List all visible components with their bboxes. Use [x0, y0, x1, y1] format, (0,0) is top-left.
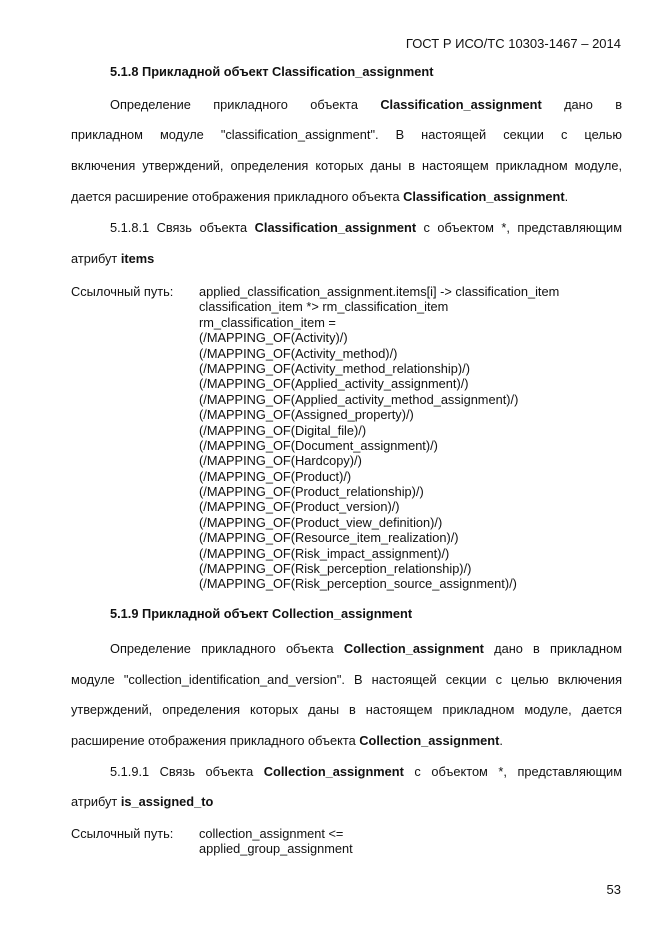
- paragraph-line: [71, 733, 503, 748]
- reference-path-label: Ссылочный путь:: [71, 826, 174, 841]
- entity-name: Classification_assignment: [403, 189, 565, 204]
- attribute-name: items: [120, 251, 155, 266]
- reference-path-line: (/MAPPING_OF(Product_view_definition)/): [199, 514, 443, 530]
- paragraph-line: утверждений, определения которых даны в настоящем прикладном модуле, дается: [71, 702, 622, 717]
- reference-path-line: (/MAPPING_OF(Risk_perception_relationship)/): [199, 561, 472, 577]
- reference-path-line: (/MAPPING_OF(Activity_method_relationship)/): [199, 360, 470, 376]
- text-span: 5.1.9.1 Связь объекта: [110, 764, 264, 779]
- paragraph-line: прикладном модуле "classification_assignment". В настоящей секции с целью: [71, 127, 622, 142]
- reference-path-line: (/MAPPING_OF(Digital_file)/): [199, 422, 367, 438]
- text-span: атрибут: [71, 794, 121, 809]
- text-span: дается расширение отображения прикладного объекта: [71, 189, 404, 204]
- reference-path-line: (/MAPPING_OF(Activity_method)/): [199, 345, 398, 361]
- reference-path-line: (/MAPPING_OF(Risk_perception_source_assignment)/): [199, 576, 517, 592]
- text-span: .: [499, 733, 503, 748]
- text-span: с объектом *, представляющим: [416, 220, 622, 235]
- text-span: атрибут: [71, 251, 121, 266]
- reference-path-label: Ссылочный путь:: [71, 284, 174, 299]
- paragraph-line: [110, 764, 622, 779]
- text-span: расширение отображения прикладного объекта: [71, 733, 360, 748]
- text-span: дано в прикладном: [483, 641, 623, 656]
- reference-path-line: (/MAPPING_OF(Assigned_property)/): [199, 407, 414, 423]
- paragraph-line: [71, 189, 568, 204]
- text-span: Определение прикладного объекта: [110, 641, 344, 656]
- text-span: Определение прикладного объекта: [110, 97, 381, 112]
- section-heading-5-1-8: 5.1.8 Прикладной объект Classification_assignment: [110, 64, 434, 79]
- paragraph-line: [110, 641, 622, 656]
- reference-path-line: (/MAPPING_OF(Applied_activity_method_assignment)/): [199, 391, 519, 407]
- text-span: с объектом *, представляющим: [403, 764, 622, 779]
- reference-path-line: (/MAPPING_OF(Resource_item_realization)/): [199, 530, 459, 546]
- entity-name: Classification_assignment: [380, 97, 542, 112]
- paragraph-line: [110, 97, 622, 112]
- reference-path-line: applied_group_assignment: [199, 841, 353, 857]
- entity-name: Classification_assignment: [254, 220, 417, 235]
- text-span: дано в: [541, 97, 622, 112]
- reference-path-line: (/MAPPING_OF(Product_version)/): [199, 499, 400, 515]
- reference-path-block: [199, 826, 353, 857]
- text-span: 5.1.8.1 Связь объекта: [110, 220, 255, 235]
- paragraph-line: [71, 794, 213, 809]
- reference-path-line: (/MAPPING_OF(Activity)/): [199, 330, 348, 346]
- reference-path-line: (/MAPPING_OF(Product)/): [199, 468, 352, 484]
- attribute-name: is_assigned_to: [120, 794, 214, 809]
- entity-name: Collection_assignment: [263, 764, 404, 779]
- text-span: .: [564, 189, 569, 204]
- entity-name: Collection_assignment: [343, 641, 484, 656]
- reference-path-line: (/MAPPING_OF(Product_relationship)/): [199, 484, 424, 500]
- reference-path-line: (/MAPPING_OF(Hardcopy)/): [199, 453, 362, 469]
- reference-path-block: [199, 284, 559, 592]
- document-header: ГОСТ Р ИСО/ТС 10303-1467 – 2014: [405, 36, 621, 51]
- reference-path-line: classification_item *> rm_classification_item: [199, 299, 449, 315]
- paragraph-line: включения утверждений, определения которых даны в настоящем прикладном модуле,: [71, 158, 622, 173]
- paragraph-line: [110, 220, 622, 235]
- reference-path-line: (/MAPPING_OF(Applied_activity_assignment)/): [199, 376, 469, 392]
- reference-path-line: (/MAPPING_OF(Risk_impact_assignment)/): [199, 545, 450, 561]
- reference-path-line: (/MAPPING_OF(Document_assignment)/): [199, 437, 438, 453]
- section-heading-5-1-9: 5.1.9 Прикладной объект Collection_assignment: [110, 606, 413, 621]
- reference-path-line: rm_classification_item =: [199, 314, 336, 330]
- paragraph-line: [71, 251, 154, 266]
- page-number: 53: [606, 882, 621, 897]
- paragraph-line: модуле "collection_identification_and_version". В настоящей секции с целью включения: [71, 672, 622, 687]
- entity-name: Collection_assignment: [359, 733, 500, 748]
- reference-path-line: applied_classification_assignment.items[i] -> classification_item: [199, 284, 560, 299]
- reference-path-line: collection_assignment <=: [199, 826, 344, 841]
